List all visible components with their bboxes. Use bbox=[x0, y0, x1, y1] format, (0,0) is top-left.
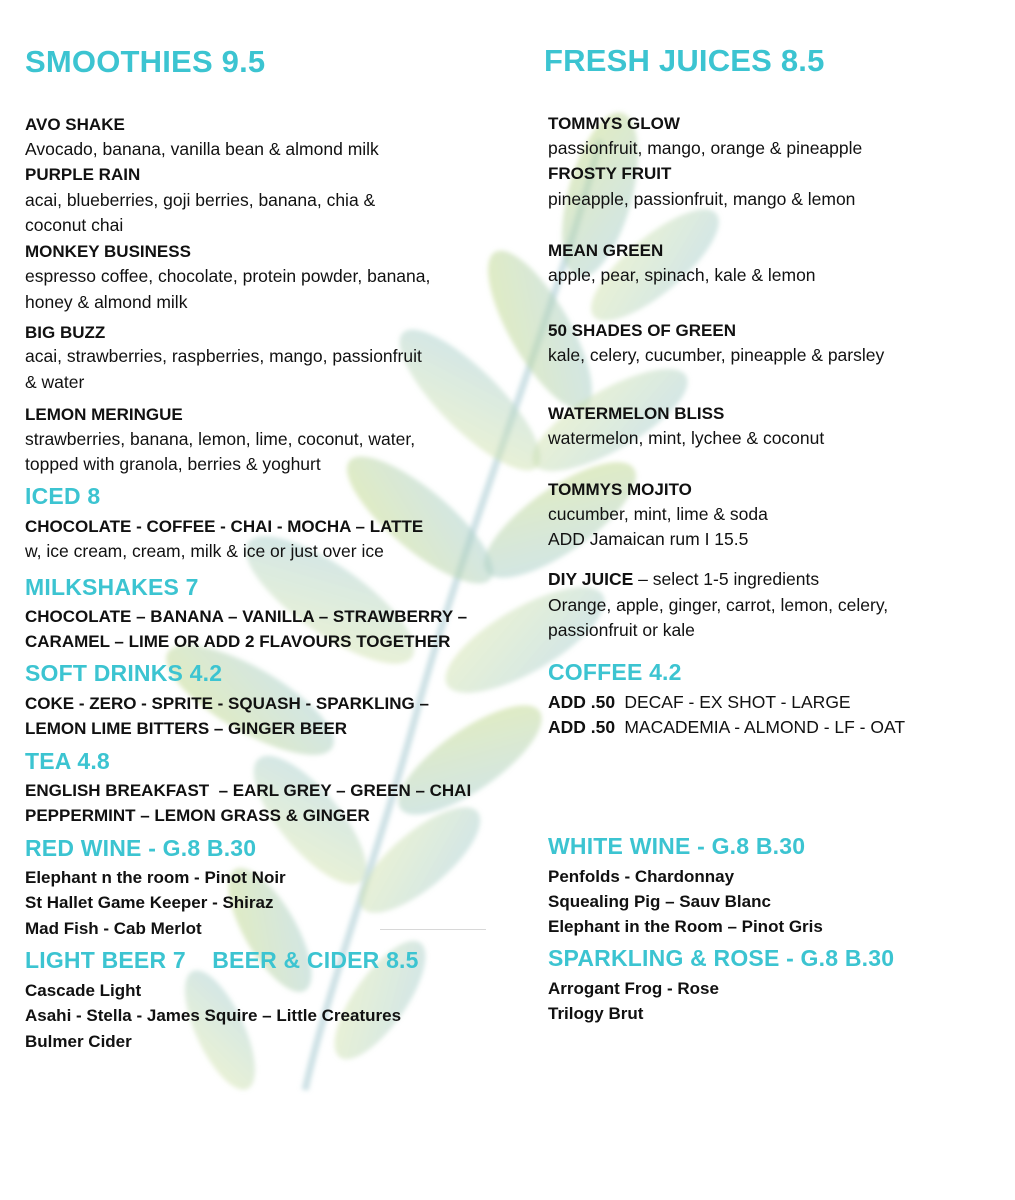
item-desc: acai, blueberries, goji berries, banana, chia & bbox=[25, 190, 376, 210]
item-name: WATERMELON BLISS bbox=[548, 404, 725, 423]
item-desc: apple, pear, spinach, kale & lemon bbox=[548, 265, 816, 285]
item-desc: coconut chai bbox=[25, 215, 124, 235]
item-desc: cucumber, mint, lime & soda bbox=[548, 504, 768, 524]
item-desc: passionfruit, mango, orange & pineapple bbox=[548, 138, 863, 158]
coffee-addon-row bbox=[548, 715, 905, 741]
tea-options: PEPPERMINT – LEMON GRASS & GINGER bbox=[25, 806, 370, 825]
soft-drink-options: COKE - ZERO - SPRITE - SQUASH - SPARKLING – bbox=[25, 694, 429, 713]
sparkling-rose-heading: SPARKLING & ROSE - G.8 B.30 bbox=[548, 945, 895, 971]
item-desc: honey & almond milk bbox=[25, 292, 188, 312]
item-name: FROSTY FRUIT bbox=[548, 164, 672, 183]
item-name: BIG BUZZ bbox=[25, 323, 106, 342]
addon-price: ADD .50 bbox=[548, 692, 616, 712]
item-name: PURPLE RAIN bbox=[25, 165, 141, 184]
item-name: 50 SHADES OF GREEN bbox=[548, 321, 736, 340]
fresh-juices-heading: FRESH JUICES 8.5 bbox=[544, 43, 825, 78]
item-name: MONKEY BUSINESS bbox=[25, 242, 191, 261]
milkshakes-heading: MILKSHAKES 7 bbox=[25, 574, 199, 600]
addon-price: ADD .50 bbox=[548, 717, 616, 737]
item-addon: ADD Jamaican rum I 15.5 bbox=[548, 529, 749, 549]
milkshake-options: CARAMEL – LIME OR ADD 2 FLAVOURS TOGETHER bbox=[25, 632, 451, 651]
iced-heading: ICED 8 bbox=[25, 483, 101, 509]
beer-item: Asahi - Stella - James Squire – Little Creatures bbox=[25, 1006, 402, 1025]
item-name: LEMON MERINGUE bbox=[25, 405, 183, 424]
beer-item: Cascade Light bbox=[25, 981, 142, 1000]
item-desc: & water bbox=[25, 372, 85, 392]
item-desc: kale, celery, cucumber, pineapple & parsley bbox=[548, 345, 885, 365]
wine-item: Trilogy Brut bbox=[548, 1004, 644, 1023]
iced-desc: w, ice cream, cream, milk & ice or just over ice bbox=[25, 541, 384, 561]
addon-options: MACADEMIA - ALMOND - LF - OAT bbox=[624, 717, 906, 737]
diy-note: – select 1-5 ingredients bbox=[633, 569, 820, 589]
wine-item: Elephant in the Room – Pinot Gris bbox=[548, 917, 823, 936]
tea-heading: TEA 4.8 bbox=[25, 748, 110, 774]
wine-item: Mad Fish - Cab Merlot bbox=[25, 919, 202, 938]
tea-options: ENGLISH BREAKFAST – EARL GREY – GREEN – CHAI bbox=[25, 781, 472, 800]
beer-item: Bulmer Cider bbox=[25, 1032, 132, 1051]
item-name: TOMMYS MOJITO bbox=[548, 480, 692, 499]
red-wine-heading: RED WINE - G.8 B.30 bbox=[25, 835, 257, 861]
item-desc: pineapple, passionfruit, mango & lemon bbox=[548, 189, 856, 209]
wine-item: Elephant n the room - Pinot Noir bbox=[25, 868, 286, 887]
smoothies-heading: SMOOTHIES 9.5 bbox=[25, 44, 266, 79]
item-desc: passionfruit or kale bbox=[548, 620, 695, 640]
soft-drinks-heading: SOFT DRINKS 4.2 bbox=[25, 660, 223, 686]
item-desc: topped with granola, berries & yoghurt bbox=[25, 454, 321, 474]
coffee-heading: COFFEE 4.2 bbox=[548, 659, 682, 685]
item-name: DIY JUICE bbox=[548, 569, 634, 589]
milkshake-options: CHOCOLATE – BANANA – VANILLA – STRAWBERRY – bbox=[25, 607, 468, 626]
item-desc: watermelon, mint, lychee & coconut bbox=[548, 428, 825, 448]
white-wine-heading: WHITE WINE - G.8 B.30 bbox=[548, 833, 806, 859]
addon-options: DECAF - EX SHOT - LARGE bbox=[624, 692, 851, 712]
beer-heading: LIGHT BEER 7 BEER & CIDER 8.5 bbox=[25, 947, 419, 973]
item-desc: espresso coffee, chocolate, protein powder, banana, bbox=[25, 266, 431, 286]
soft-drink-options: LEMON LIME BITTERS – GINGER BEER bbox=[25, 719, 348, 738]
item-desc: Avocado, banana, vanilla bean & almond milk bbox=[25, 139, 379, 159]
item-name: TOMMYS GLOW bbox=[548, 114, 680, 133]
item-desc: Orange, apple, ginger, carrot, lemon, celery, bbox=[548, 595, 889, 615]
wine-item: Arrogant Frog - Rose bbox=[548, 979, 719, 998]
diy-juice-line bbox=[548, 567, 819, 593]
wine-item: St Hallet Game Keeper - Shiraz bbox=[25, 893, 274, 912]
item-name: AVO SHAKE bbox=[25, 115, 125, 134]
iced-options: CHOCOLATE - COFFEE - CHAI - MOCHA – LATTE bbox=[25, 517, 424, 536]
item-desc: strawberries, banana, lemon, lime, coconut, water, bbox=[25, 429, 416, 449]
item-name: MEAN GREEN bbox=[548, 241, 664, 260]
item-desc: acai, strawberries, raspberries, mango, passionfruit bbox=[25, 346, 422, 366]
coffee-addon-row bbox=[548, 690, 851, 716]
wine-item: Squealing Pig – Sauv Blanc bbox=[548, 892, 771, 911]
divider-line bbox=[380, 929, 486, 930]
wine-item: Penfolds - Chardonnay bbox=[548, 867, 735, 886]
